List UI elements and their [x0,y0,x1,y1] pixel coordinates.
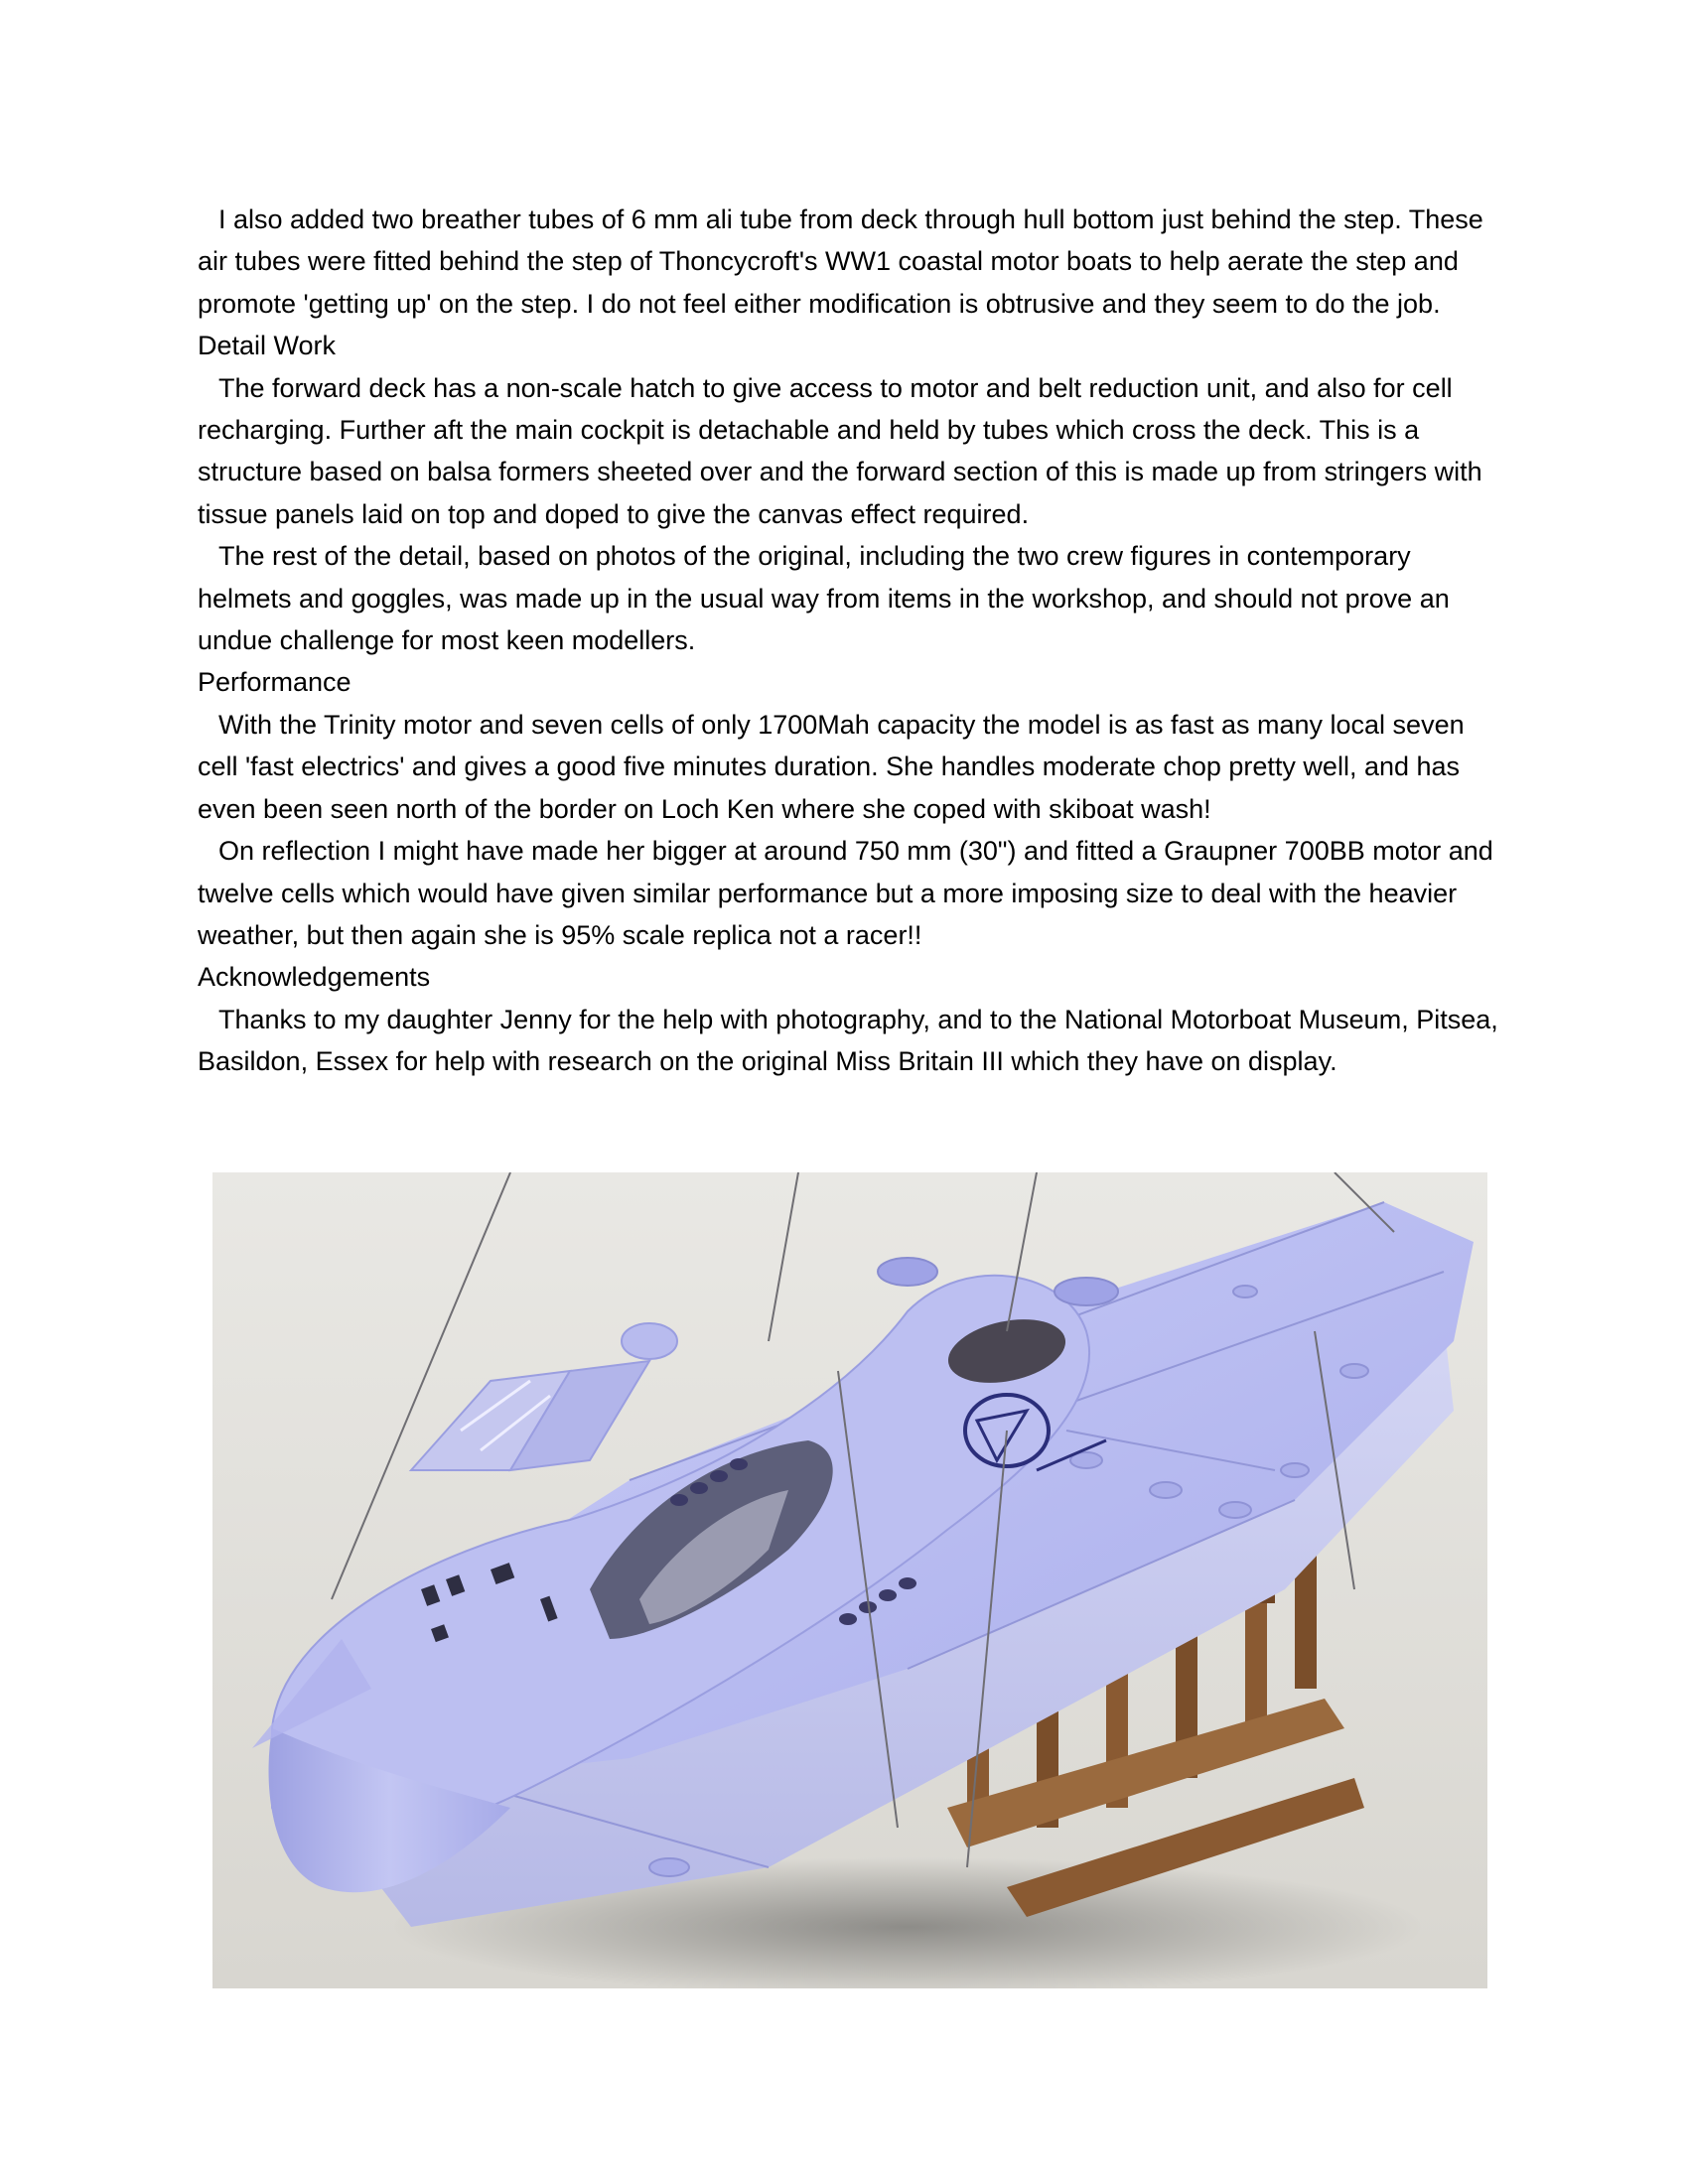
paragraph-trinity-motor: With the Trinity motor and seven cells of only 1700Mah capacity the model is as fast as many local seven cell 'fast electrics' and gives a good five minutes duration. She handles moderate chop pretty well, and has even been seen north of the border on Loch Ken where she coped with skiboat wash! [198,709,1465,824]
paragraph-rest-of-detail: The rest of the detail, based on photos of the original, including the two crew figures in contemporary helmets and goggles, was made up in the usual way from items in the workshop, and should not prove an undue challenge for most keen modellers. [198,541,1450,656]
paragraph-breather-tubes: I also added two breather tubes of 6 mm ali tube from deck through hull bottom just behind the step. These air tubes were fitted behind the step of Thoncycroft's WW1 coastal motor boats to help aerate the step and promote 'getting up' on the step. I do not feel either modification is obtrusive and they seem to do the job. [198,205,1483,319]
paragraph-reflection: On reflection I might have made her bigger at around 750 mm (30") and fitted a Graupner 700BB motor and twelve cells which would have given similar performance but a more imposing size to deal with the heavier weather, but then again she is 95% scale replica not a racer!! [198,836,1493,950]
windshield-left [878,1258,937,1286]
boat-model-photo [212,1172,1487,1988]
article-text [198,199,1498,1083]
heading-detail-work: Detail Work [198,331,337,361]
heading-performance: Performance [198,667,352,698]
heading-acknowledgements: Acknowledgements [198,962,431,993]
boat-model-illustration [212,1172,1487,1988]
paragraph-thanks: Thanks to my daughter Jenny for the help with photography, and to the National Motorboat Museum, Pitsea, Basildon, Essex for help with research on the original Miss Britain III which they have on display. [198,1004,1498,1077]
windshield-right [1055,1278,1118,1305]
paragraph-forward-deck: The forward deck has a non-scale hatch to give access to motor and belt reduction unit, and also for cell recharging. Further aft the main cockpit is detachable and held by tubes which cross the deck. This is a structure based on balsa formers sheeted over and the forward section of this is made up from stringers with tissue panels laid on top and doped to give the canvas effect required. [198,372,1482,529]
